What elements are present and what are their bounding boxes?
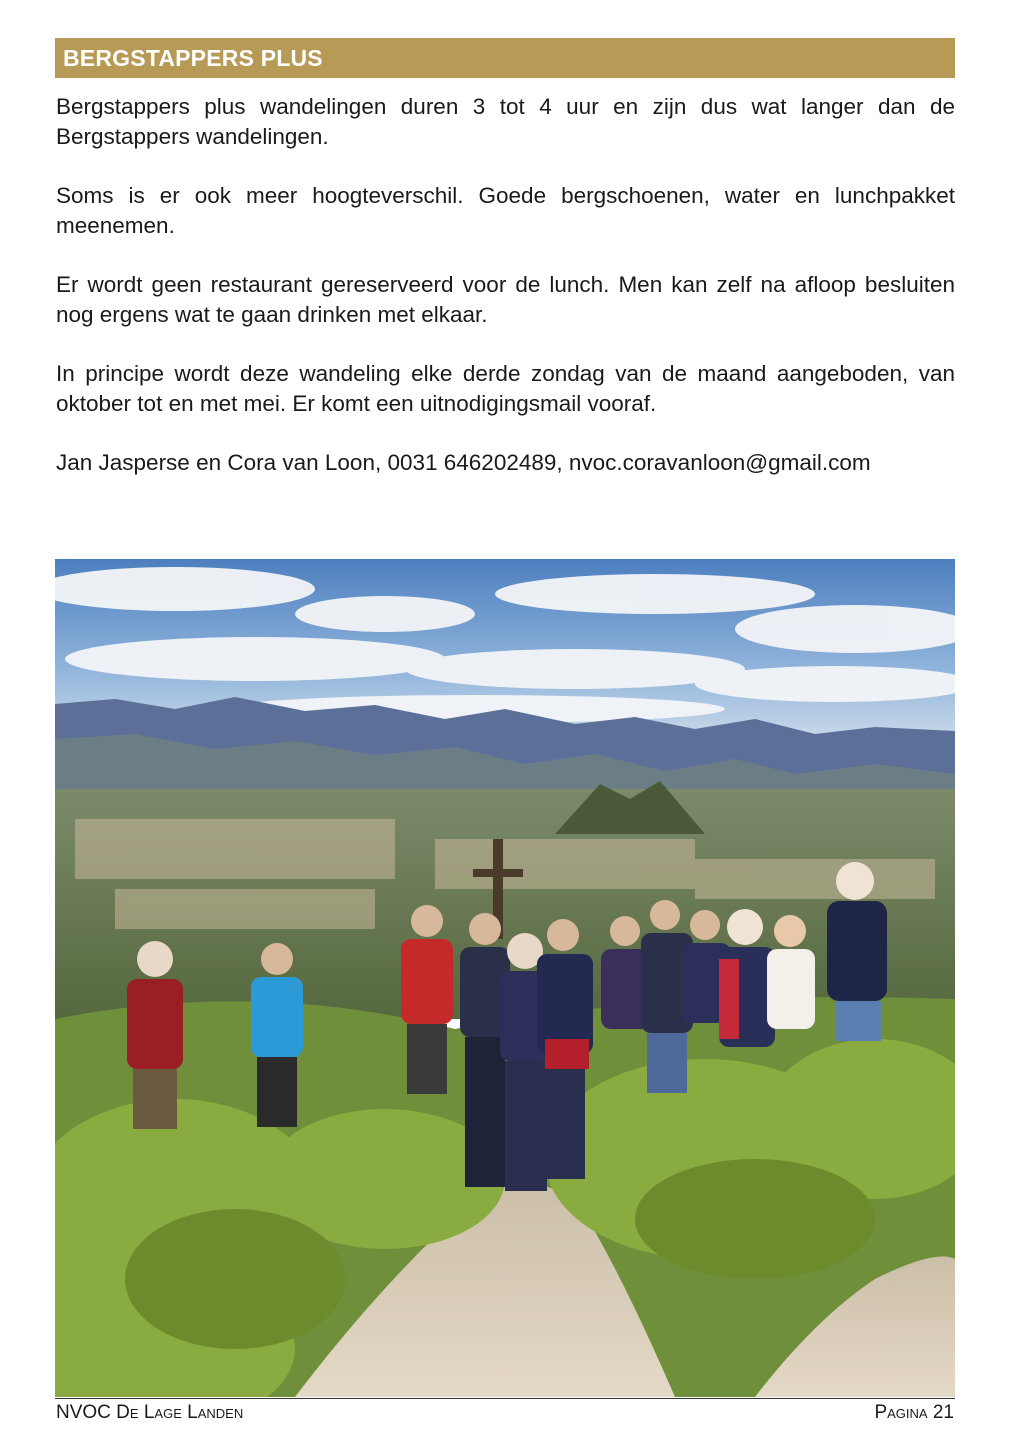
group-hike-photo	[55, 559, 955, 1397]
body-text	[56, 92, 955, 507]
footer-publication-name: NVOC De Lage Landen	[56, 1402, 244, 1423]
section-title: BERGSTAPPERS PLUS	[63, 44, 323, 71]
section-header-bar	[55, 38, 955, 78]
group-hike-photo-illustration	[55, 559, 955, 1397]
footer-page-number: Pagina 21	[874, 1402, 954, 1423]
paragraph-schedule: In principe wordt deze wandeling elke derde zondag van de maand aangeboden, van oktober tot en met mei. Er komt een uitnodigingsmail vooraf.	[56, 361, 955, 416]
paragraph-duration: Bergstappers plus wandelingen duren 3 tot 4 uur en zijn dus wat langer dan de Bergstappers wandelingen.	[56, 94, 955, 149]
contact-line: Jan Jasperse en Cora van Loon, 0031 646202489, nvoc.coravanloon@gmail.com	[56, 450, 871, 475]
footer-divider	[55, 1398, 955, 1399]
paragraph-equipment: Soms is er ook meer hoogteverschil. Goede bergschoenen, water en lunchpakket meenemen.	[56, 183, 955, 238]
paragraph-lunch: Er wordt geen restaurant gereserveerd voor de lunch. Men kan zelf na afloop besluiten nog ergens wat te gaan drinken met elkaar.	[56, 272, 955, 327]
